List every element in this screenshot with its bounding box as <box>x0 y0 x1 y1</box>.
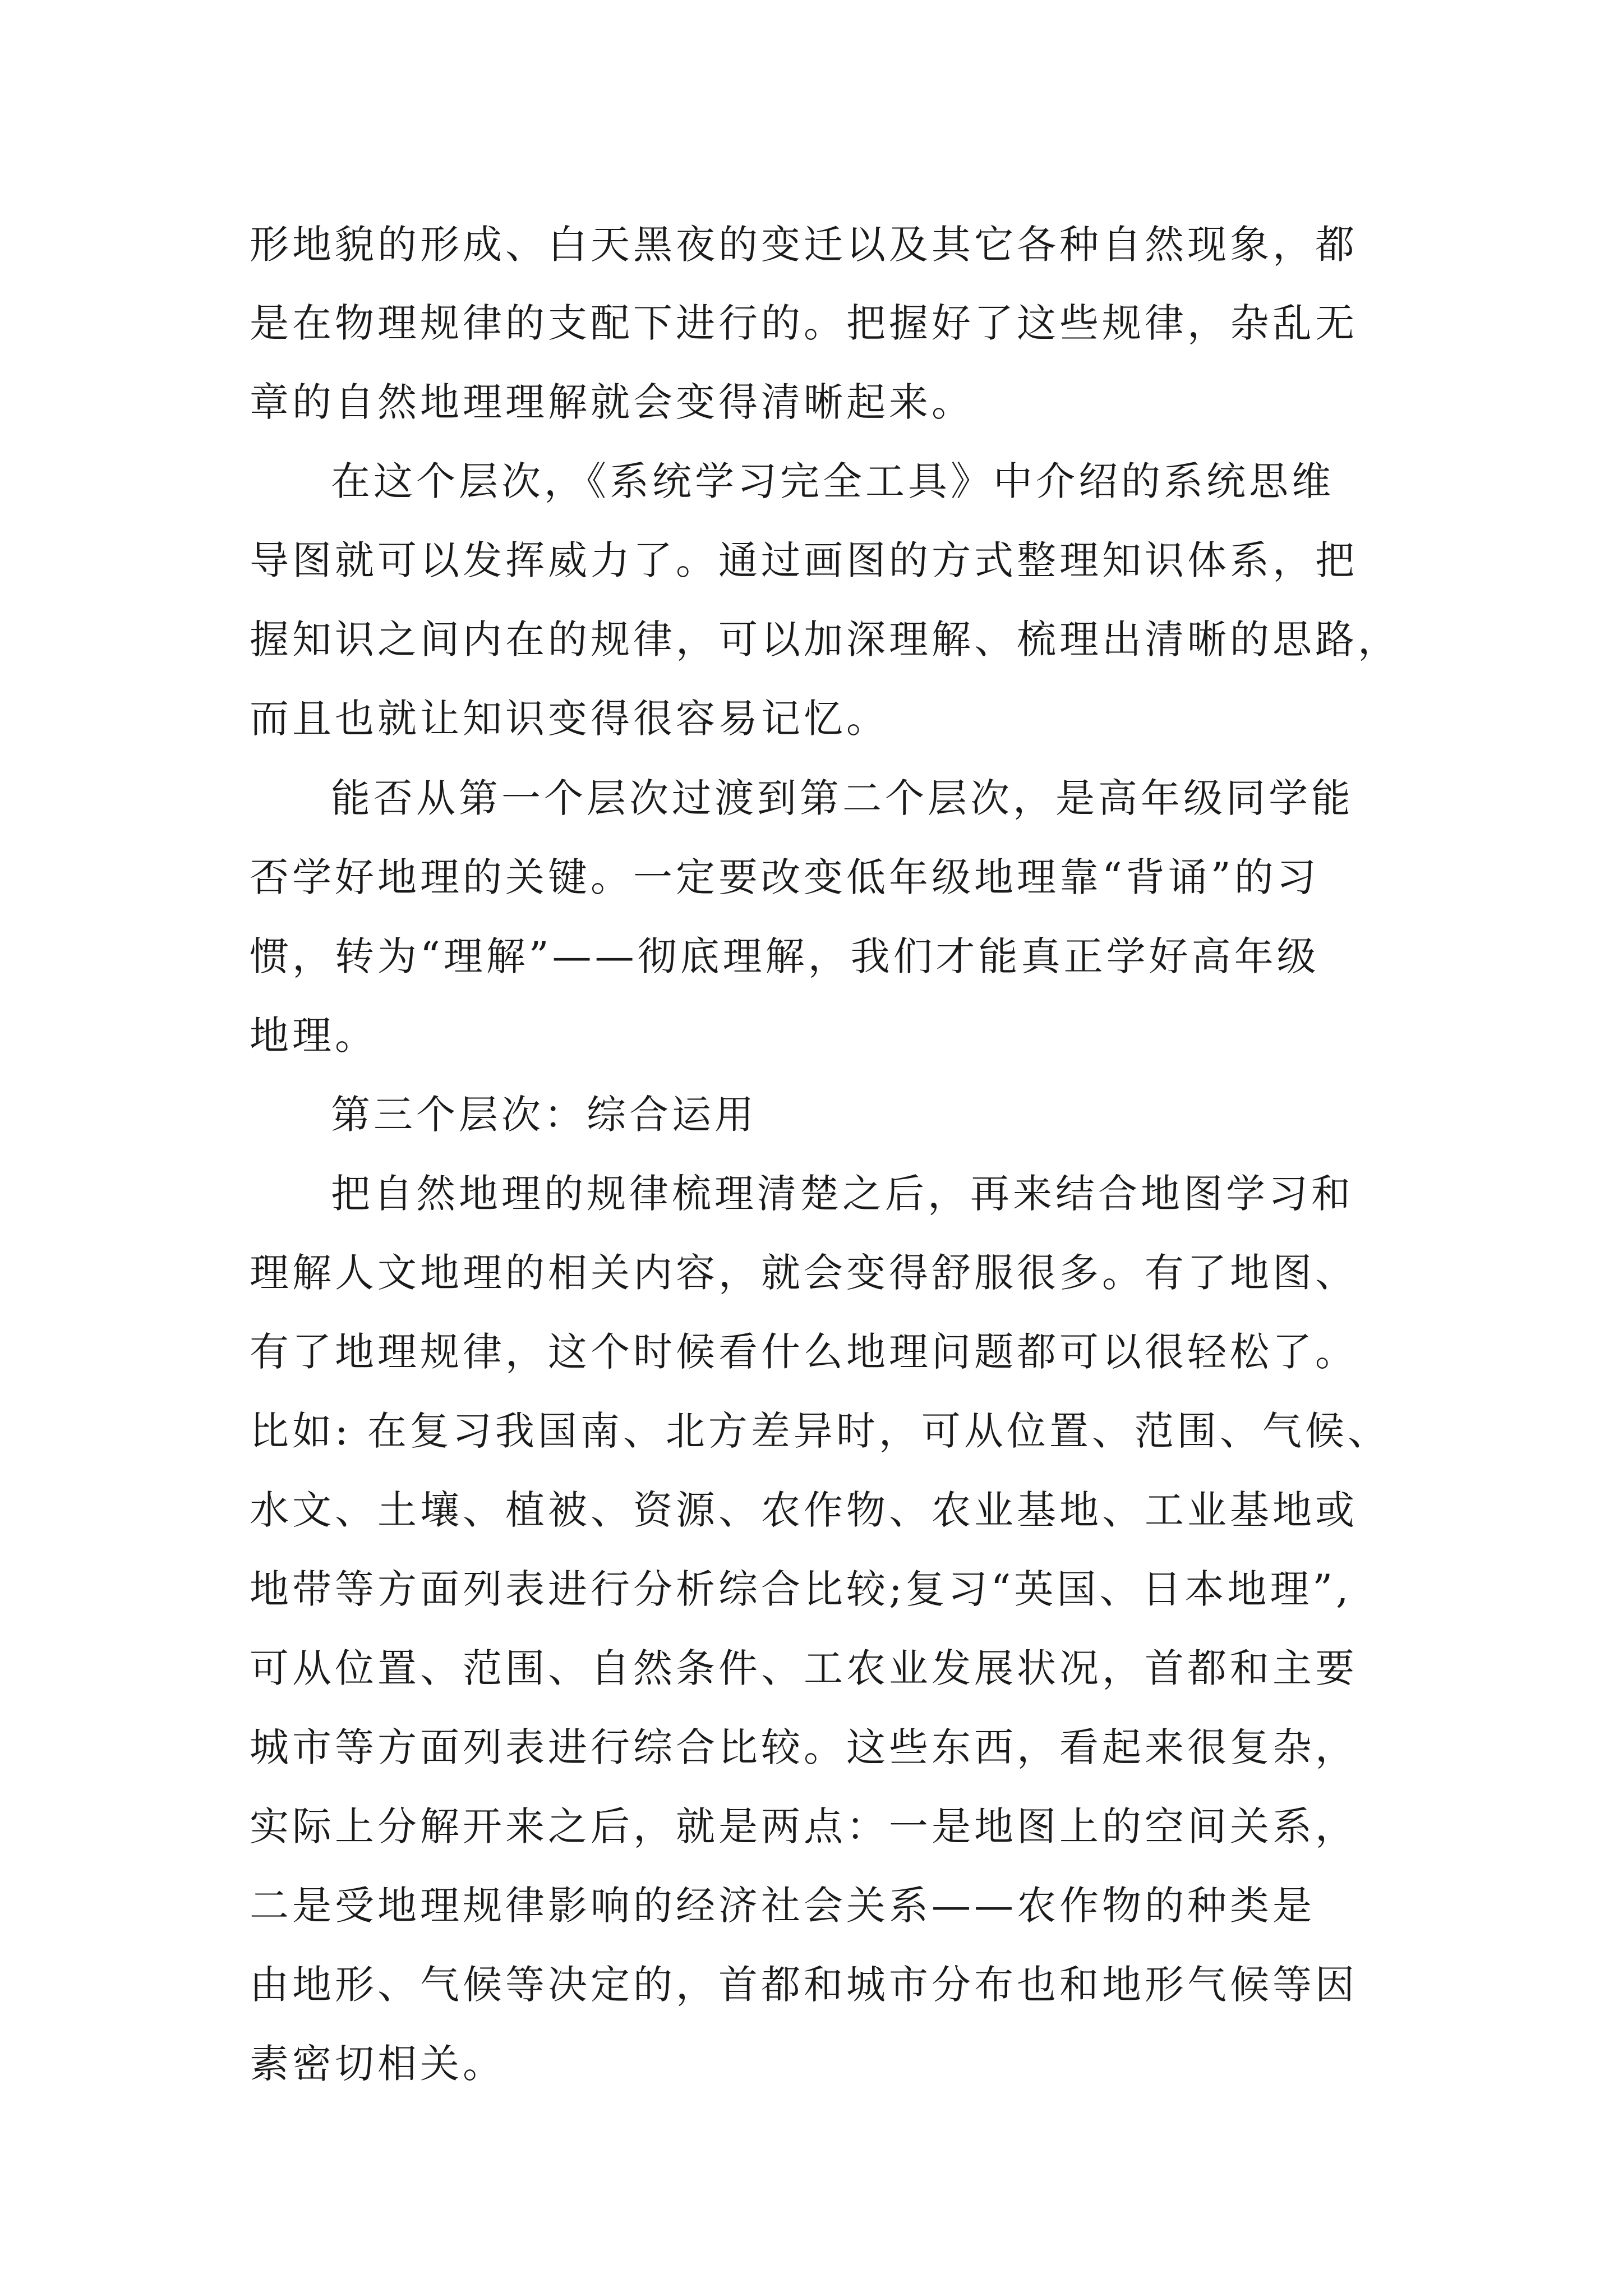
paragraph-line: 形地貌的形成、白天黑夜的变迁以及其它各种自然现象，都 <box>250 222 1358 268</box>
paragraph-line: 水文、土壤、植被、资源、农作物、农业基地、工业基地或 <box>250 1487 1358 1533</box>
paragraph-line: 否学好地理的关键。一定要改变低年级地理靠“背诵”的习 <box>250 854 1320 900</box>
paragraph-line: 由地形、气候等决定的，首都和城市分布也和地形气候等因 <box>250 1962 1358 2008</box>
paragraph-line: 把自然地理的规律梳理清楚之后，再来结合地图学习和 <box>331 1171 1354 1217</box>
paragraph-line: 有了地理规律，这个时候看什么地理问题都可以很轻松了。 <box>250 1329 1358 1375</box>
paragraph-line: 理解人文地理的相关内容，就会变得舒服很多。有了地图、 <box>250 1250 1358 1296</box>
paragraph-line: 二是受地理规律影响的经济社会关系——农作物的种类是 <box>250 1883 1315 1929</box>
paragraph-line: 比如: 在复习我国南、北方差异时，可从位置、范围、气候、 <box>250 1408 1390 1454</box>
paragraph-line: 能否从第一个层次过渡到第二个层次，是高年级同学能 <box>331 775 1354 821</box>
paragraph-line: 可从位置、范围、自然条件、工农业发展状况，首都和主要 <box>250 1645 1358 1691</box>
paragraph-line: 在这个层次，《系统学习完全工具》中介绍的系统思维 <box>331 458 1334 504</box>
paragraph-line: 地理。 <box>250 1013 377 1059</box>
paragraph-line: 素密切相关。 <box>250 2041 505 2087</box>
section-heading: 第三个层次：综合运用 <box>331 1092 757 1138</box>
paragraph-line: 城市等方面列表进行综合比较。这些东西，看起来很复杂， <box>250 1724 1358 1770</box>
paragraph-line: 而且也就让知识变得很容易记忆。 <box>250 696 889 742</box>
paragraph-line: 章的自然地理理解就会变得清晰起来。 <box>250 379 974 425</box>
paragraph-line: 握知识之间内在的规律，可以加深理解、梳理出清晰的思路， <box>250 616 1400 662</box>
paragraph-line: 是在物理规律的支配下进行的。把握好了这些规律，杂乱无 <box>250 300 1358 346</box>
paragraph-line: 地带等方面列表进行分析综合比较;复习“英国、日本地理”, <box>250 1566 1352 1612</box>
paragraph-line: 导图就可以发挥威力了。通过画图的方式整理知识体系，把 <box>250 537 1358 583</box>
paragraph-line: 惯，转为“理解”——彻底理解，我们才能真正学好高年级 <box>250 933 1320 979</box>
paragraph-line: 实际上分解开来之后，就是两点：一是地图上的空间关系， <box>250 1803 1358 1849</box>
